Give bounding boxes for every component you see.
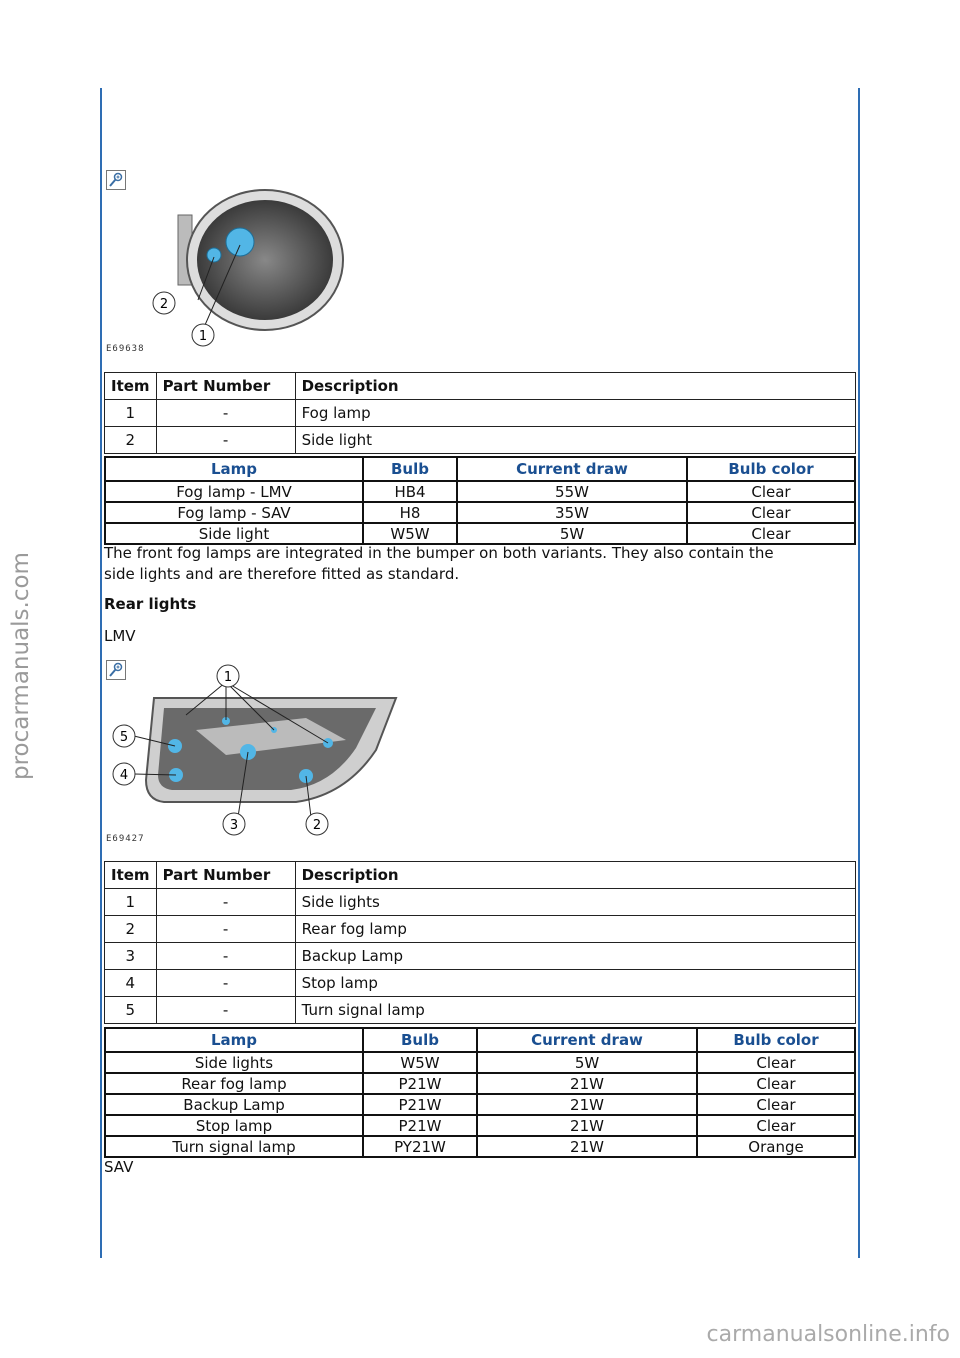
figure-id: E69427 (106, 834, 145, 844)
table-row (105, 1094, 855, 1115)
cell-item: 1 (105, 889, 157, 916)
header-bulb-color: Bulb color (687, 457, 855, 481)
table-row (105, 400, 856, 427)
callout-1: 1 (198, 329, 208, 344)
cell-description: Side lights (295, 889, 855, 916)
figure-id: E69638 (106, 344, 145, 354)
header-bulb: Bulb (363, 1028, 477, 1052)
table-row (105, 1073, 855, 1094)
cell-color: Clear (687, 481, 855, 502)
cell-lamp: Fog lamp - LMV (105, 481, 363, 502)
cell-color: Clear (697, 1052, 855, 1073)
bulb-table-rear (104, 1027, 856, 1158)
cell-item: 5 (105, 997, 157, 1024)
header-item: Item (105, 373, 157, 400)
left-margin-rule (100, 88, 102, 1258)
cell-item: 1 (105, 400, 157, 427)
cell-bulb: P21W (363, 1094, 477, 1115)
cell-description: Stop lamp (295, 970, 855, 997)
cell-lamp: Side lights (105, 1052, 363, 1073)
cell-color: Clear (687, 502, 855, 523)
cell-lamp: Backup Lamp (105, 1094, 363, 1115)
callout-2: 2 (159, 297, 169, 312)
cell-part: - (156, 427, 295, 454)
header-bulb-color: Bulb color (697, 1028, 855, 1052)
cell-color: Clear (697, 1094, 855, 1115)
cell-part: - (156, 400, 295, 427)
cell-part: - (156, 889, 295, 916)
cell-item: 3 (105, 943, 157, 970)
cell-bulb: W5W (363, 1052, 477, 1073)
zoom-icon[interactable] (106, 170, 126, 190)
table-row (105, 1052, 855, 1073)
label-lmv: LMV (104, 627, 136, 645)
table-row (105, 1115, 855, 1136)
callout-4: 4 (119, 768, 129, 783)
cell-color: Orange (697, 1136, 855, 1157)
cell-bulb: HB4 (363, 481, 457, 502)
paragraph-line: The front fog lamps are integrated in the bumper on both variants. They also contain the (104, 544, 774, 562)
paragraph-line: side lights and are therefore fitted as standard. (104, 565, 460, 583)
header-description: Description (295, 862, 855, 889)
label-sav: SAV (104, 1158, 134, 1176)
header-lamp: Lamp (105, 457, 363, 481)
callout-3: 3 (229, 818, 239, 833)
table-row (105, 1136, 855, 1157)
table-row (105, 970, 856, 997)
cell-part: - (156, 970, 295, 997)
cell-part: - (156, 916, 295, 943)
cell-bulb: W5W (363, 523, 457, 544)
cell-color: Clear (687, 523, 855, 544)
callout-1: 1 (223, 670, 233, 685)
cell-current: 21W (477, 1136, 697, 1157)
cell-description: Side light (295, 427, 855, 454)
header-part-number: Part Number (156, 862, 295, 889)
bottom-watermark: carmanualsonline.info (706, 1322, 950, 1347)
cell-bulb: P21W (363, 1073, 477, 1094)
cell-current: 5W (477, 1052, 697, 1073)
items-table-rear (104, 861, 856, 1024)
header-lamp: Lamp (105, 1028, 363, 1052)
table-row (105, 427, 856, 454)
table-row (105, 889, 856, 916)
bulb-table-front (104, 456, 856, 545)
header-bulb: Bulb (363, 457, 457, 481)
cell-item: 2 (105, 427, 157, 454)
cell-current: 35W (457, 502, 687, 523)
cell-part: - (156, 997, 295, 1024)
header-current-draw: Current draw (457, 457, 687, 481)
cell-description: Turn signal lamp (295, 997, 855, 1024)
cell-color: Clear (697, 1073, 855, 1094)
header-part-number: Part Number (156, 373, 295, 400)
fog-lamp-figure (140, 185, 350, 350)
cell-current: 55W (457, 481, 687, 502)
cell-part: - (156, 943, 295, 970)
right-margin-rule (858, 88, 860, 1258)
cell-lamp: Rear fog lamp (105, 1073, 363, 1094)
table-row (105, 997, 856, 1024)
table-row (105, 916, 856, 943)
cell-bulb: P21W (363, 1115, 477, 1136)
header-item: Item (105, 862, 157, 889)
side-watermark: procarmanuals.com (8, 552, 34, 780)
cell-current: 21W (477, 1073, 697, 1094)
cell-description: Rear fog lamp (295, 916, 855, 943)
rear-lamp-figure (106, 660, 406, 842)
table-row (105, 502, 855, 523)
cell-current: 21W (477, 1094, 697, 1115)
cell-item: 2 (105, 916, 157, 943)
callout-5: 5 (119, 730, 129, 745)
cell-lamp: Fog lamp - SAV (105, 502, 363, 523)
cell-lamp: Side light (105, 523, 363, 544)
cell-item: 4 (105, 970, 157, 997)
cell-color: Clear (697, 1115, 855, 1136)
cell-lamp: Stop lamp (105, 1115, 363, 1136)
items-table-front (104, 372, 856, 454)
table-row (105, 943, 856, 970)
cell-description: Fog lamp (295, 400, 855, 427)
cell-lamp: Turn signal lamp (105, 1136, 363, 1157)
section-heading-rear-lights: Rear lights (104, 595, 197, 613)
header-description: Description (295, 373, 855, 400)
cell-current: 21W (477, 1115, 697, 1136)
cell-current: 5W (457, 523, 687, 544)
table-row (105, 523, 855, 544)
callout-2: 2 (312, 818, 322, 833)
table-row (105, 481, 855, 502)
cell-bulb: PY21W (363, 1136, 477, 1157)
front-fog-paragraph (104, 543, 844, 585)
cell-description: Backup Lamp (295, 943, 855, 970)
cell-bulb: H8 (363, 502, 457, 523)
header-current-draw: Current draw (477, 1028, 697, 1052)
